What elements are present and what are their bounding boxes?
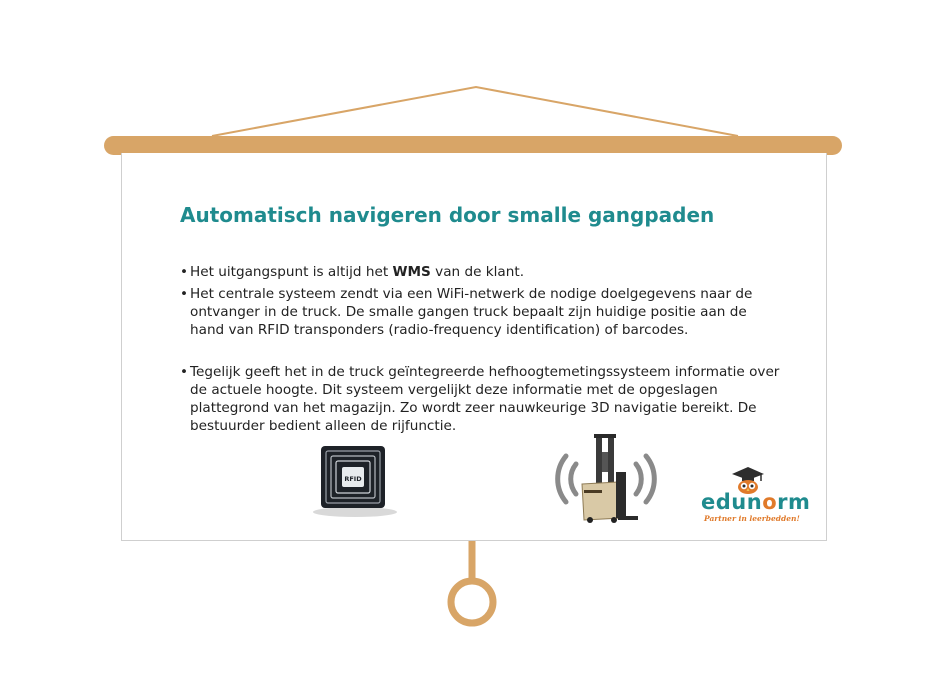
- rfid-chip-image: [307, 440, 403, 520]
- hanging-wire: [212, 87, 738, 136]
- bullet-list: [180, 263, 780, 439]
- edunorm-logo: [695, 466, 811, 530]
- logo-word-end: rm: [777, 490, 811, 514]
- bullet-wifi: • Het centrale systeem zendt via een WiFi-netwerk de nodige doelgegevens naar de ontvanger in de truck. De smalle gangen truck bepaalt zijn huidige positie aan de hand van RFID transponders (radio-frequency identification) of barcodes.: [180, 285, 780, 339]
- bullet-wms: [180, 263, 780, 281]
- forklift-icon: [582, 434, 638, 523]
- signal-waves-right-icon: [636, 456, 654, 502]
- logo-wordmark: [701, 490, 810, 514]
- rfid-shadow: [313, 507, 397, 517]
- logo-word-start: edun: [701, 490, 763, 514]
- logo-tagline: Partner in leerbedden!: [704, 514, 800, 523]
- bullet-wms-text-before: Het uitgangspunt is altijd het: [190, 264, 393, 280]
- rfid-label: RFID: [344, 475, 362, 483]
- logo-word-o: o: [762, 490, 778, 514]
- pull-ring[interactable]: [451, 581, 493, 623]
- bullet-wms-bold: WMS: [392, 264, 431, 280]
- forklift-signal-image: [548, 432, 664, 524]
- signal-waves-left-icon: [558, 456, 576, 502]
- bullet-height-measuring: • Tegelijk geeft het in de truck geïntegreerde hefhoogtemetingssysteem informatie over de actuele hoogte. Dit systeem vergelijkt deze informatie met de opgeslagen plattegrond van het magazijn. Zo wordt zeer nauwkeurige 3D navigatie bereikt. De bestuurder bedient alleen de rijfunctie.: [180, 363, 780, 435]
- bullet-wms-text-after: van de klant.: [430, 264, 525, 280]
- slide-title: Automatisch navigeren door smalle gangpaden: [180, 203, 715, 227]
